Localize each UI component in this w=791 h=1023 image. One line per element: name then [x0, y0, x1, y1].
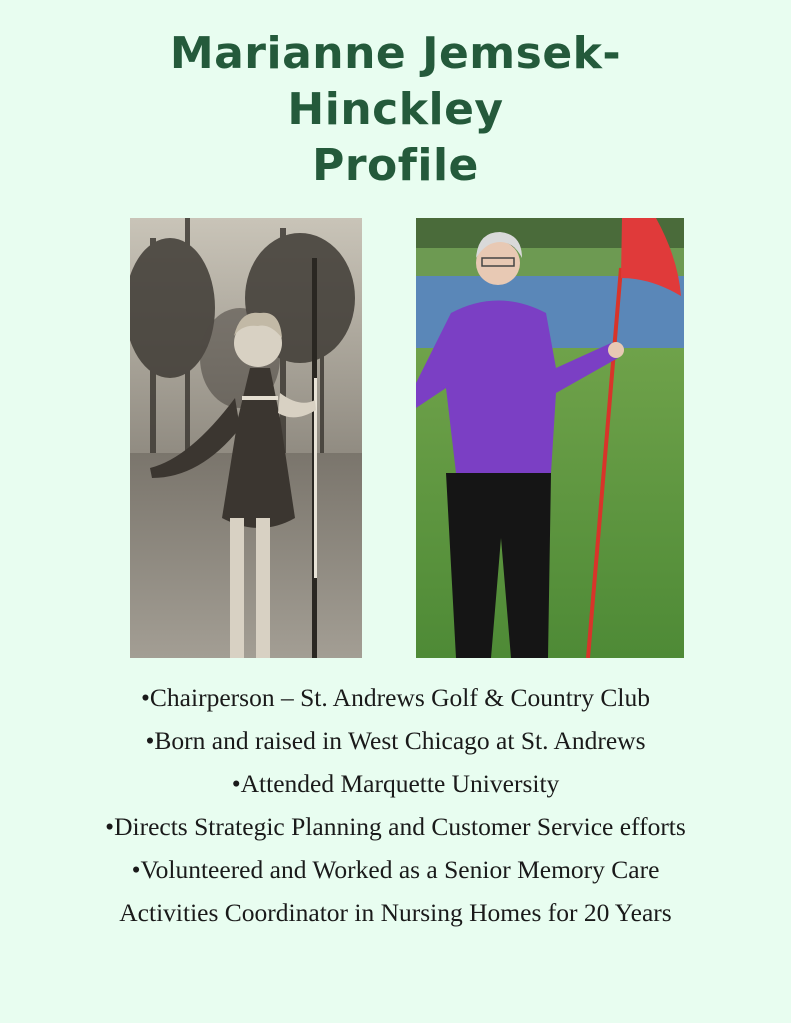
vintage-girl-photo	[130, 218, 362, 658]
profile-bullet-list	[0, 676, 791, 934]
woman-holding-red-flag-icon	[416, 218, 684, 658]
title-line-2: Hinckley	[287, 84, 504, 135]
woman-golf-flag-photo	[416, 218, 684, 658]
bullet-volunteered: •Volunteered and Worked as a Senior Memory Care	[131, 855, 660, 884]
bullet-born-raised: •Born and raised in West Chicago at St. Andrews	[145, 726, 646, 755]
bullet-volunteered-continued: Activities Coordinator in Nursing Homes for 20 Years	[119, 898, 672, 927]
bullet-chairperson: •Chairperson – St. Andrews Golf & Country Club	[141, 683, 650, 712]
page-title	[0, 26, 791, 194]
bullet-education: •Attended Marquette University	[231, 769, 560, 798]
title-line-3: Profile	[312, 140, 479, 191]
title-line-1: Marianne Jemsek-	[169, 28, 622, 79]
bullet-strategic-planning: •Directs Strategic Planning and Customer Service efforts	[105, 812, 686, 841]
vintage-girl-with-flagstick-icon	[130, 218, 362, 658]
